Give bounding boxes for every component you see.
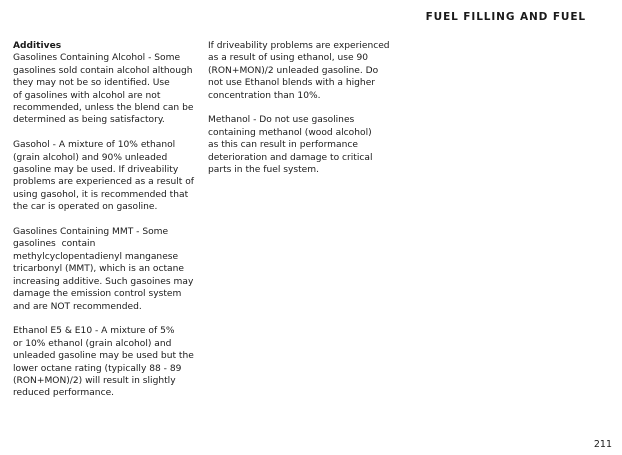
text-line: gasolines sold contain alcohol although [13,65,193,76]
text-line: Methanol - Do not use gasolines [208,115,355,126]
text-line: If driveability problems are experienced [208,41,390,51]
left-column [13,40,201,400]
text-line: concentration than 10%. [208,90,321,101]
text-line: (grain alcohol) and 90% unleaded [13,152,168,163]
text-line: (RON+MON)/2) will result in slightly [13,375,176,386]
text-line: problems are experienced as a result of [13,177,194,188]
text-line: parts in the fuel system. [208,165,320,176]
text-line: methylcyclopentadienyl manganese [13,251,179,262]
text-line: determined as being satisfactory. [13,115,165,126]
text-line: Gasolines Containing MMT - Some [13,227,169,238]
text-line: as a result of using ethanol, use 90 [208,53,369,64]
additives-heading: Additives [13,41,62,51]
text-line: Ethanol E5 & E10 - A mixture of 5% [13,326,175,337]
text-line: increasing additive. Such gasoines may [13,276,194,287]
paragraph-methanol [208,114,398,176]
text-line: the car is operated on gasoline. [13,202,158,213]
text-line: gasoline may be used. If driveability [13,165,179,176]
right-column [208,40,398,176]
section-title: FUEL FILLING AND FUEL [425,11,586,23]
paragraph-mmt [13,226,201,313]
page-number: 211 [593,439,612,450]
text-line: damage the emission control system [13,289,182,300]
paragraph-ethanol [13,325,201,399]
text-line: not use Ethanol blends with a higher [208,78,376,89]
text-line: reduced performance. [13,388,115,399]
text-line: or 10% ethanol (grain alcohol) and [13,338,172,349]
paragraph-gasohol [13,139,201,213]
text-line: gasolines contain [13,239,96,250]
text-line: using gasohol, it is recommended that [13,189,189,200]
text-line: unleaded gasoline may be used but the [13,351,194,362]
text-line: they may not be so identified. Use [13,78,170,89]
paragraph-alcohol [13,52,201,126]
text-line: as this can result in performance [208,140,358,151]
text-line: and are NOT recommended. [13,301,142,312]
text-line: lower octane rating (typically 88 - 89 [13,363,182,374]
text-line: recommended, unless the blend can be [13,103,194,114]
text-line: tricarbonyl (MMT), which is an octane [13,264,184,275]
paragraph-driveability [208,40,398,102]
text-line: Gasolines Containing Alcohol - Some [13,53,181,64]
text-line: deterioration and damage to critical [208,152,373,163]
text-line: of gasolines with alcohol are not [13,90,161,101]
text-line: Gasohol - A mixture of 10% ethanol [13,140,176,151]
text-line: containing methanol (wood alcohol) [208,127,372,138]
text-line: (RON+MON)/2 unleaded gasoline. Do [208,65,379,76]
